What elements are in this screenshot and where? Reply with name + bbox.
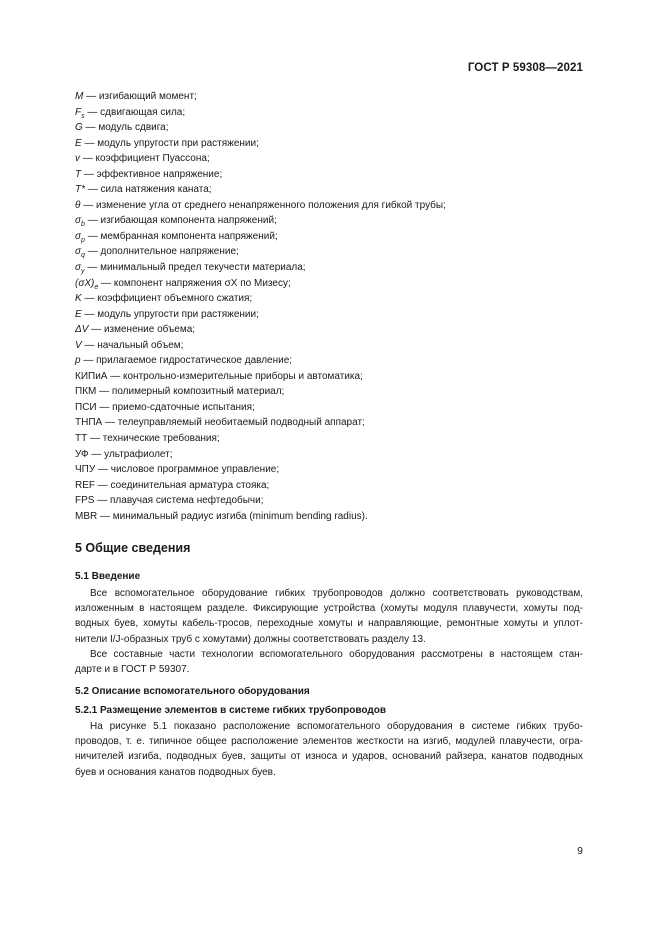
definition-symbol: F bbox=[75, 106, 82, 118]
document-code-header: ГОСТ Р 59308—2021 bbox=[467, 62, 583, 74]
definition-text: ТТ — технические требования; bbox=[75, 433, 220, 445]
definition-item bbox=[75, 400, 595, 416]
definition-item bbox=[75, 307, 595, 323]
definitions-list bbox=[75, 89, 595, 524]
definition-symbol: p bbox=[75, 355, 81, 367]
definition-item bbox=[75, 462, 595, 478]
definition-item bbox=[75, 89, 595, 105]
definition-text: — модуль упругости при растяжении; bbox=[81, 308, 259, 320]
definition-item bbox=[75, 120, 595, 136]
definition-symbol: T* bbox=[75, 184, 85, 196]
definition-symbol: ΔV bbox=[75, 324, 89, 336]
section-5-2-1-paragraph-1 bbox=[75, 719, 583, 780]
definition-item bbox=[75, 353, 595, 369]
definition-item bbox=[75, 167, 595, 183]
definition-item bbox=[75, 447, 595, 463]
definition-subscript: b bbox=[81, 221, 85, 229]
text-line: Все составные части технологии вспомогательного оборудования рассмотрены в настоящем стан- bbox=[90, 649, 583, 660]
definition-item bbox=[75, 338, 595, 354]
text-line: буев и основания канатов подводных буев. bbox=[75, 766, 276, 778]
definition-item bbox=[75, 276, 595, 292]
definition-item bbox=[75, 478, 595, 494]
definition-symbol: θ bbox=[75, 199, 81, 211]
definition-item bbox=[75, 244, 595, 260]
definition-symbol: σ bbox=[75, 230, 82, 242]
definition-symbol: v bbox=[75, 153, 80, 165]
definition-item bbox=[75, 369, 595, 385]
definition-item bbox=[75, 322, 595, 338]
definition-symbol: σ bbox=[75, 215, 82, 227]
definition-text: — сила натяжения каната; bbox=[85, 184, 212, 196]
definition-item bbox=[75, 431, 595, 447]
definition-item bbox=[75, 105, 595, 121]
definition-subscript: q bbox=[81, 252, 85, 260]
definition-text: ПСИ — приемо-сдаточные испытания; bbox=[75, 401, 255, 413]
definition-text: — компонент напряжения σX по Мизесу; bbox=[98, 277, 291, 289]
definition-text: — коэффициент Пуассона; bbox=[80, 153, 210, 165]
definition-item bbox=[75, 384, 595, 400]
definition-subscript: p bbox=[81, 236, 85, 244]
definition-text: ТНПА — телеуправляемый необитаемый подводный аппарат; bbox=[75, 417, 365, 429]
text-line: изложенным в настоящем разделе. Фиксирующие устройства (хомуты модуля плавучести, хомуты под- bbox=[75, 603, 583, 615]
definition-symbol: T bbox=[75, 168, 82, 180]
definition-text: — сдвигающая сила; bbox=[84, 106, 186, 118]
definition-item bbox=[75, 291, 595, 307]
definition-text: — мембранная компонента напряжений; bbox=[84, 230, 278, 242]
definition-text: FPS — плавучая система нефтедобычи; bbox=[75, 495, 264, 507]
section-5-1-paragraph-1 bbox=[75, 586, 583, 647]
definition-symbol: K bbox=[75, 293, 82, 305]
definition-text: — изгибающий момент; bbox=[83, 91, 197, 102]
definition-text: REF — соединительная арматура стояка; bbox=[75, 479, 270, 491]
definition-item bbox=[75, 136, 595, 152]
definition-subscript: s bbox=[81, 112, 85, 120]
definition-text: — эффективное напряжение; bbox=[81, 168, 223, 180]
text-line: ничителей изгиба, подводных буев, защиты от износа и ударов, оснований райзера, канатов подводных bbox=[75, 751, 583, 763]
definition-text: — прилагаемое гидростатическое давление; bbox=[80, 355, 293, 367]
definition-text: — модуль сдвига; bbox=[82, 122, 169, 134]
subsection-5-2-1-title: 5.2.1 Размещение элементов в системе гибких трубопроводов bbox=[75, 705, 386, 716]
text-line: нители I/J-образных труб с хомутами) должны соответствовать разделу 13. bbox=[75, 633, 426, 645]
definition-item bbox=[75, 415, 595, 431]
definition-text: — модуль упругости при растяжении; bbox=[81, 137, 259, 149]
definition-item bbox=[75, 260, 595, 276]
definition-subscript: y bbox=[81, 268, 85, 276]
definition-item bbox=[75, 182, 595, 198]
text-line: Все вспомогательное оборудование гибких трубопроводов должно соответствовать руководствам, bbox=[90, 588, 583, 599]
definition-item bbox=[75, 213, 595, 229]
subsection-5-1-title: 5.1 Введение bbox=[75, 571, 141, 582]
definition-text: УФ — ультрафиолет; bbox=[75, 448, 173, 460]
text-line: водных буев, хомуты кабель-тросов, переходные хомуты и направляющие, ремонтные хомуты и уплот- bbox=[75, 618, 583, 630]
definition-text: — начальный объем; bbox=[81, 339, 184, 351]
definition-symbol: E bbox=[75, 308, 82, 320]
definition-subscript: e bbox=[94, 283, 99, 291]
definition-text: — изменение объема; bbox=[88, 324, 196, 336]
definition-item bbox=[75, 493, 595, 509]
subsection-5-2-title: 5.2 Описание вспомогательного оборудования bbox=[75, 686, 310, 697]
text-line: дарте и в ГОСТ Р 59307. bbox=[75, 664, 190, 676]
section-5-1-paragraph-2 bbox=[75, 647, 583, 677]
definition-item bbox=[75, 509, 595, 525]
definition-item bbox=[75, 229, 595, 245]
definition-text: MBR — минимальный радиус изгиба (minimum bending radius). bbox=[75, 510, 368, 522]
definition-item bbox=[75, 151, 595, 167]
page-number: 9 bbox=[577, 845, 583, 857]
definition-text: ЧПУ — числовое программное управление; bbox=[75, 464, 280, 476]
definition-symbol: V bbox=[75, 339, 82, 351]
section-5-title: 5 Общие сведения bbox=[75, 541, 191, 555]
definition-text: — изгибающая компонента напряжений; bbox=[84, 215, 277, 227]
definition-symbol: σ bbox=[75, 246, 82, 258]
definition-text: — дополнительное напряжение; bbox=[84, 246, 239, 258]
definition-text: КИПиА — контрольно-измерительные приборы и автоматика; bbox=[75, 370, 363, 382]
text-line: На рисунке 5.1 показано расположение вспомогательного оборудования в системе гибких трубо- bbox=[90, 721, 583, 732]
definition-symbol: M bbox=[75, 91, 84, 102]
text-line: проводов, т. е. типичное общее расположение элементов жесткости на изгиб, модулей плавучести, огра- bbox=[75, 736, 583, 748]
definition-text: — изменение угла от среднего ненапряженного положения для гибкой трубы; bbox=[80, 199, 446, 211]
definition-symbol: E bbox=[75, 137, 82, 149]
definition-text: — минимальный предел текучести материала; bbox=[84, 262, 306, 274]
definition-text: ПКМ — полимерный композитный материал; bbox=[75, 386, 285, 398]
definition-symbol: (σX) bbox=[75, 277, 95, 289]
definition-symbol: σ bbox=[75, 262, 82, 274]
definition-symbol: G bbox=[75, 122, 83, 134]
definition-text: — коэффициент объемного сжатия; bbox=[81, 293, 253, 305]
definition-item bbox=[75, 198, 595, 214]
